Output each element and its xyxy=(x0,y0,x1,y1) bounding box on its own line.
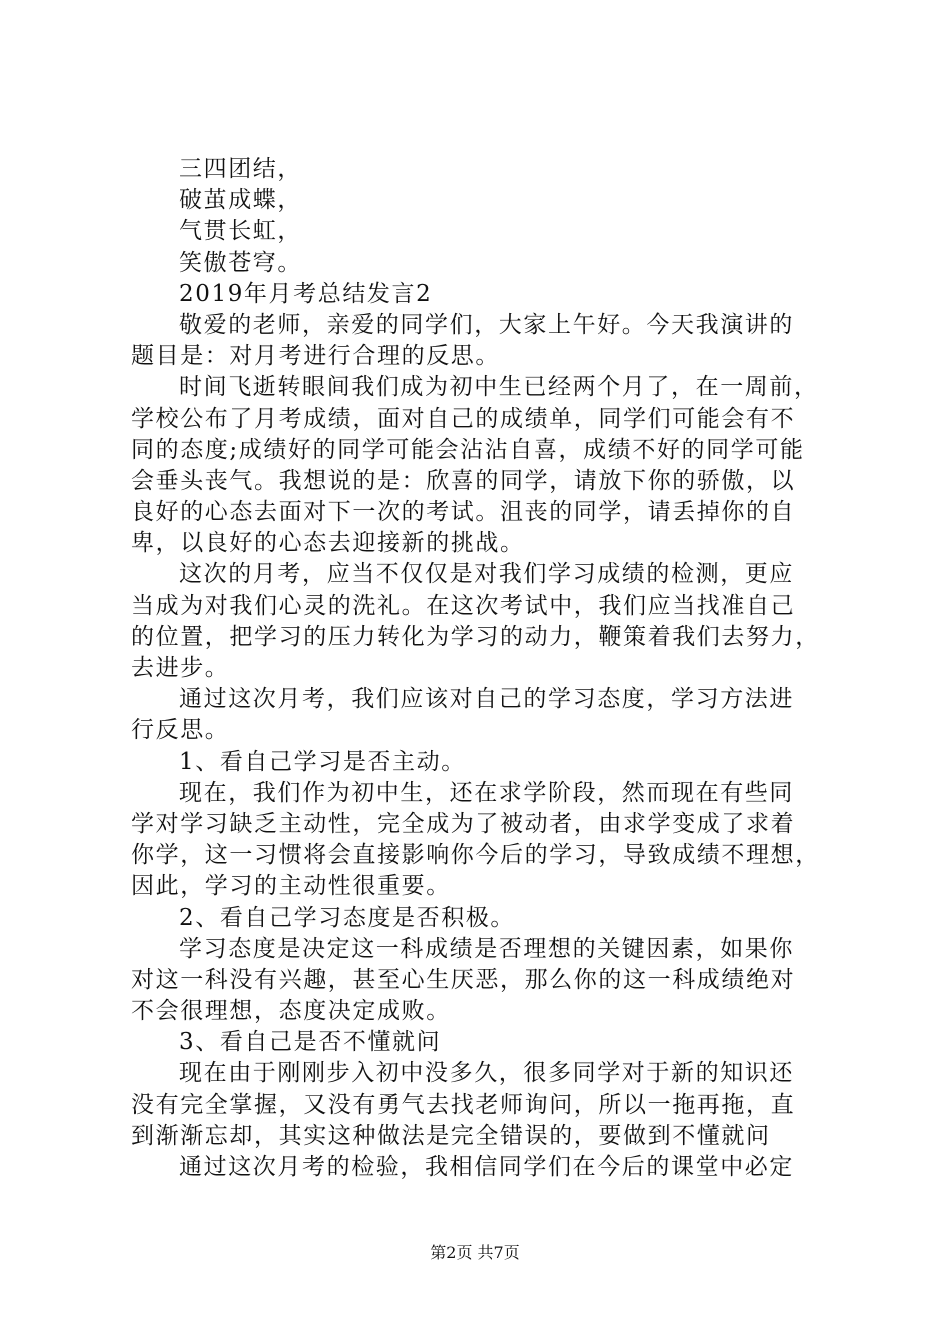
text-line: 的位置，把学习的压力转化为学习的动力，鞭策着我们去努力， xyxy=(131,623,820,650)
text-line: 三四团结， xyxy=(179,156,302,182)
text-line: 2、看自己学习态度是否积极。 xyxy=(179,904,516,931)
text-line: 通过这次月考，我们应该对自己的学习态度，学习方法进 xyxy=(179,686,794,713)
text-line: 3、看自己是否不懂就问 xyxy=(179,1029,442,1056)
text-line: 时间飞逝转眼间我们成为初中生已经两个月了，在一周前， xyxy=(179,374,819,401)
text-line: 同的态度;成绩好的同学可能会沾沾自喜，成绩不好的同学可能 xyxy=(131,436,805,463)
text-line: 对这一科没有兴趣，甚至心生厌恶，那么你的这一科成绩绝对 xyxy=(131,966,796,993)
text-line: 破茧成蝶， xyxy=(179,187,302,214)
text-line: 没有完全掌握，又没有勇气去找老师询问，所以一拖再拖，直 xyxy=(131,1091,796,1118)
text-line: 现在，我们作为初中生，还在求学阶段，然而现在有些同 xyxy=(179,779,794,806)
text-line: 你学，这一习惯将会直接影响你今后的学习，导致成绩不理想， xyxy=(131,842,820,869)
text-line: 学习态度是决定这一科成绩是否理想的关键因素，如果你 xyxy=(179,935,794,962)
text-line: 当成为对我们心灵的洗礼。在这次考试中，我们应当找准自己 xyxy=(131,592,796,619)
text-line: 通过这次月考的检验，我相信同学们在今后的课堂中必定 xyxy=(179,1154,794,1180)
text-line: 2019年月考总结发言2 xyxy=(179,280,433,307)
text-line: 会垂头丧气。我想说的是：欣喜的同学，请放下你的骄傲，以 xyxy=(131,467,796,494)
text-line: 题目是：对月考进行合理的反思。 xyxy=(131,343,500,370)
text-line: 学校公布了月考成绩，面对自己的成绩单，同学们可能会有不 xyxy=(131,405,796,432)
text-line: 笑傲苍穹。 xyxy=(179,249,302,276)
text-line: 到渐渐忘却，其实这种做法是完全错误的，要做到不懂就问 xyxy=(131,1122,771,1149)
text-line: 现在由于刚刚步入初中没多久，很多同学对于新的知识还 xyxy=(179,1060,794,1087)
text-line: 这次的月考，应当不仅仅是对我们学习成绩的检测，更应 xyxy=(179,561,794,588)
text-line: 因此，学习的主动性很重要。 xyxy=(131,873,451,900)
text-line: 卑，以良好的心态去迎接新的挑战。 xyxy=(131,530,525,557)
text-line: 行反思。 xyxy=(131,717,230,744)
document-body xyxy=(131,154,837,1183)
text-line: 良好的心态去面对下一次的考试。沮丧的同学，请丢掉你的自 xyxy=(131,499,796,526)
text-line: 去进步。 xyxy=(131,655,230,681)
page-footer: 第2页 共7页 xyxy=(430,1243,520,1262)
text-line: 气贯长虹， xyxy=(179,218,302,245)
text-line: 学对学习缺乏主动性，完全成为了被动者，由求学变成了求着 xyxy=(131,810,796,837)
text-line: 敬爱的老师，亲爱的同学们，大家上午好。今天我演讲的 xyxy=(179,311,794,338)
text-line: 不会很理想，态度决定成败。 xyxy=(131,998,451,1025)
text-line: 1、看自己学习是否主动。 xyxy=(179,748,466,775)
